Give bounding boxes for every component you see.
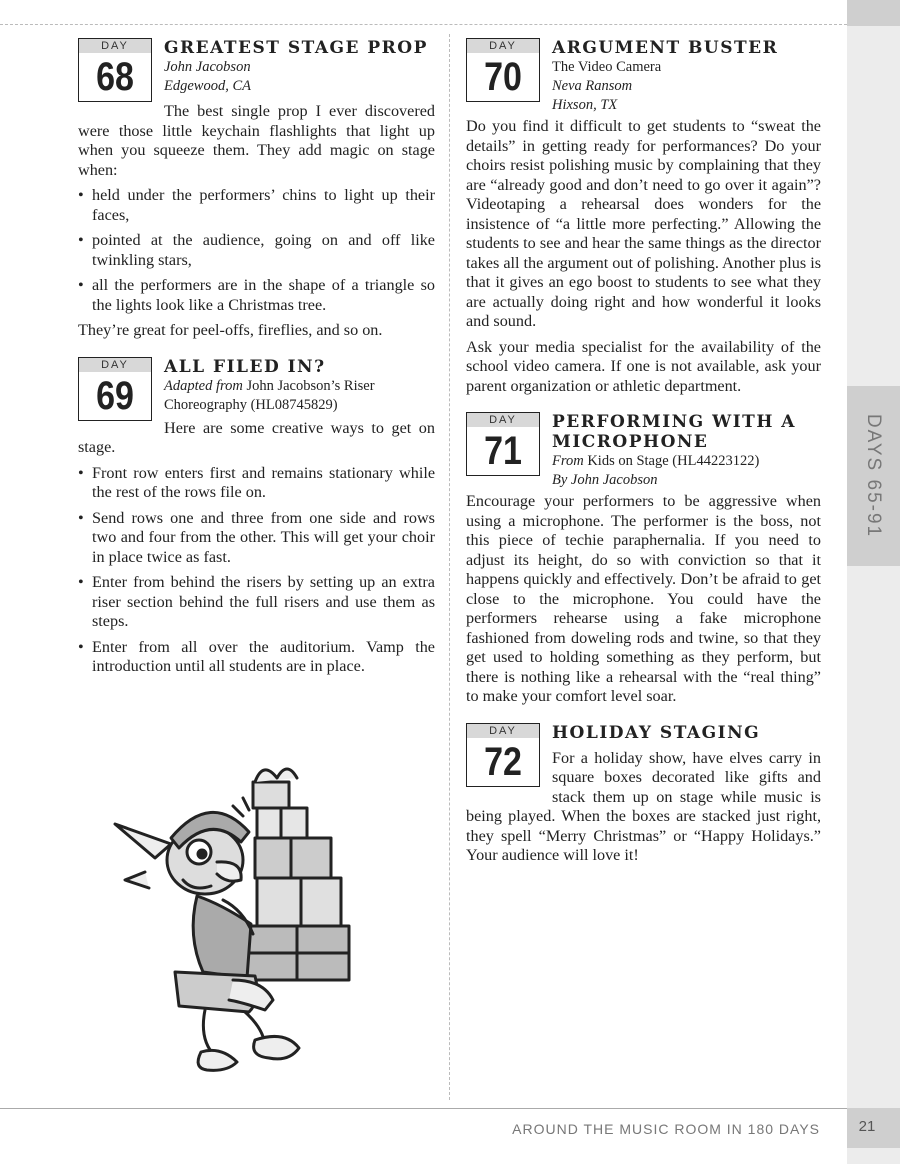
day-number: 70 xyxy=(484,55,522,99)
column-divider xyxy=(449,34,450,1100)
day-number: 68 xyxy=(96,55,134,99)
elf-carrying-gifts-illustration xyxy=(105,740,405,1080)
page-number: 21 xyxy=(858,1118,876,1135)
source-text: John Jacobson’s Riser Choreography (HL08745829) xyxy=(164,377,375,413)
bullet-list xyxy=(78,464,435,677)
day-badge xyxy=(466,38,540,102)
footer-title: AROUND THE MUSIC ROOM IN 180 DAYS xyxy=(512,1121,820,1137)
day-label: DAY xyxy=(467,724,539,738)
right-column xyxy=(466,38,821,872)
top-tab xyxy=(847,0,900,26)
day-badge xyxy=(466,412,540,476)
list-item: • held under the performers’ chins to light up their faces, xyxy=(78,186,435,225)
entry-author: Neva Ransom xyxy=(552,78,633,94)
entry-location: Hixson, TX xyxy=(552,97,618,113)
entry-body: Ask your media specialist for the availability of the school video camera. If one is not available, ask your parent organization or athletic department. xyxy=(466,337,821,395)
day-badge xyxy=(78,38,152,102)
entry-day-68 xyxy=(78,38,435,341)
day-number: 71 xyxy=(484,429,522,473)
list-item: • Enter from all over the auditorium. Vamp the introduction until all students are in place. xyxy=(78,638,435,677)
entry-author: By John Jacobson xyxy=(552,472,658,488)
list-item: • Enter from behind the risers by setting up an extra riser section behind the full risers and use them as steps. xyxy=(78,573,435,632)
entry-intro: The best single prop I ever discovered were those little keychain flashlights that light up when you squeeze them. They add magic on stage when: xyxy=(78,102,435,179)
footer-rule xyxy=(0,1108,847,1109)
list-item: • Send rows one and three from one side and rows two and four from the other. This will get your choir in place twice as fast. xyxy=(78,509,435,568)
day-label: DAY xyxy=(79,39,151,53)
top-border xyxy=(0,24,847,25)
entry-closing: They’re great for peel-offs, fireflies, and so on. xyxy=(78,321,383,339)
day-number: 72 xyxy=(484,739,522,784)
day-label: DAY xyxy=(79,358,151,372)
entry-body: For a holiday show, have elves carry in square boxes decorated like gifts and stack them up on stage while music is being played. When the boxes are stacked just right, they spell “Merry Christmas” or “Happy Holidays.” Your audience will love it! xyxy=(466,748,821,864)
source-prefix: From xyxy=(552,453,584,469)
entry-title: ALL FILED IN? xyxy=(164,356,326,377)
source-text: Kids on Stage (HL44223122) xyxy=(587,453,760,469)
entry-title: ARGUMENT BUSTER xyxy=(552,38,779,58)
entry-title: PERFORMING WITH A MICROPHONE xyxy=(552,412,796,452)
side-margin xyxy=(847,0,900,1164)
day-badge xyxy=(78,357,152,421)
section-tab-label: DAYS 65-91 xyxy=(863,413,884,539)
entry-body: Encourage your performers to be aggressive when using a microphone. The performer is the boss, not this piece of techie paraphernalia. If you need to adjust its height, do so with conviction so that it happens quickly and effectively. Don’t be afraid to get close to the microphone. You could have the performers rehearse using a fake microphone fashioned from doweling rods and twine, so that they get used to holding something as they perform, but there is nothing like a rehearsal with the “real thing” to make your comfort level soar. xyxy=(466,492,821,705)
left-column xyxy=(78,38,435,683)
entry-subtitle: The Video Camera xyxy=(552,59,662,75)
entry-intro: Here are some creative ways to get on stage. xyxy=(78,418,435,456)
list-item: • pointed at the audience, going on and off like twinkling stars, xyxy=(78,231,435,270)
source-prefix: Adapted from xyxy=(164,377,243,394)
entry-location: Edgewood, CA xyxy=(164,78,251,94)
bullet-list xyxy=(78,186,435,315)
entry-day-72 xyxy=(466,723,821,866)
day-number: 69 xyxy=(96,373,134,418)
entry-day-71 xyxy=(466,412,821,707)
day-label: DAY xyxy=(467,39,539,53)
entry-body: Do you find it difficult to get students to “sweat the details” in getting ready for performances? Do your choirs resist polishing music by complaining that they are “already good and don’t need to go over it again”? Videotaping a rehearsal does wonders for the insistence of “a little more perfecting.” Allowing the students to see and hear the same things as the director takes all the argument out of polishing. Another plus is that it gives an ego boost to students to see what they are actually doing right and how wonderful it looks and sound. xyxy=(466,117,821,330)
entry-title: GREATEST STAGE PROP xyxy=(164,38,428,58)
day-label: DAY xyxy=(467,413,539,427)
list-item: • Front row enters first and remains stationary while the rest of the rows file on. xyxy=(78,464,435,503)
entry-author: John Jacobson xyxy=(164,59,251,75)
entry-day-70 xyxy=(466,38,821,396)
entry-title: HOLIDAY STAGING xyxy=(552,722,761,743)
entry-day-69 xyxy=(78,357,435,677)
list-item: • all the performers are in the shape of a triangle so the lights look like a Christmas tree. xyxy=(78,276,435,315)
day-badge xyxy=(466,723,540,787)
